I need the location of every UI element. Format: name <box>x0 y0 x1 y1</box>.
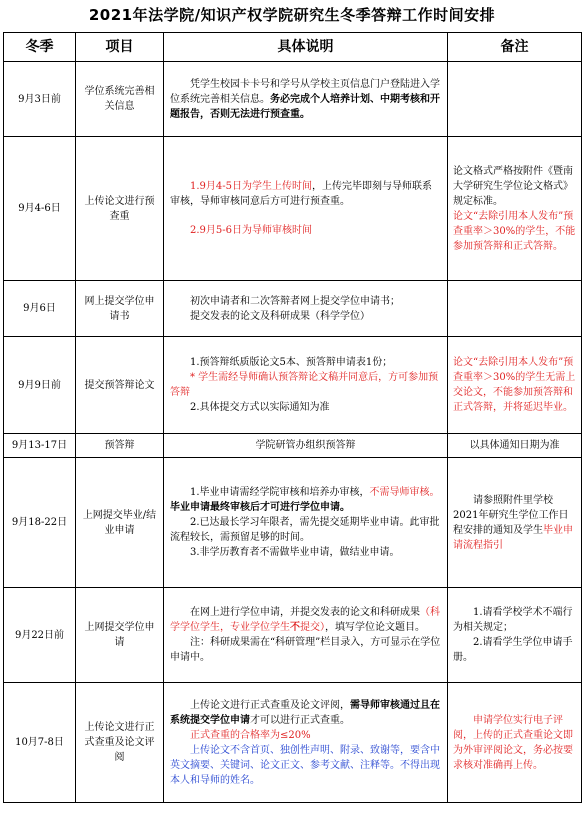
note-red-text: 毕业申请流程指引 <box>453 524 573 551</box>
desc-text: 注：科研成果需在“科研管理”栏目录入，方可显示在学位申请中。 <box>170 637 441 663</box>
header-season: 冬季 <box>4 33 76 62</box>
row-date: 10月7-8日 <box>4 683 76 803</box>
table-row <box>4 434 582 458</box>
header-row <box>4 33 582 62</box>
row-date: 9月18-22日 <box>4 458 76 588</box>
header-item: 项目 <box>76 33 164 62</box>
desc-text: 1.毕业申请需经学院审核和培养办审核， <box>190 487 370 498</box>
table-row <box>4 281 582 337</box>
desc-red-bold-text: 不 <box>290 622 300 633</box>
row-note <box>448 588 582 683</box>
desc-text: 才可以进行正式查重。 <box>250 714 350 726</box>
desc-red-text: 2.9月5-6日为导师审核时间 <box>190 225 313 236</box>
row-desc: 学院研管办组织预答辩 <box>164 434 448 458</box>
row-desc <box>164 337 448 434</box>
row-item: 学位系统完善相关信息 <box>76 62 164 137</box>
row-item: 上传论文进行正式查重及论文评阅 <box>76 683 164 803</box>
row-item: 提交预答辩论文 <box>76 337 164 434</box>
desc-text: 提交发表的论文及科研成果（科学学位） <box>190 310 370 322</box>
row-desc <box>164 458 448 588</box>
desc-text: 上传论文进行正式查重及论文评阅， <box>190 699 350 711</box>
schedule-table <box>3 32 582 803</box>
desc-text: 1.预答辩纸质版论文5本、预答辩申请表1份； <box>190 357 393 368</box>
note-red-text: 论文“去除引用本人发布”预查重率＞30%的学生无需上交论文，不能参加预答辩和正式答辩，并将延迟毕业。 <box>453 357 576 413</box>
row-note <box>448 337 582 434</box>
table-row <box>4 588 582 683</box>
note-text: 请参照附件里学校2021年研究生学位工作日程安排的通知及学生 <box>453 494 569 536</box>
desc-text: ，上传完毕即刻与导师联系审核，导师审核同意后方可进行预查重。 <box>170 181 433 207</box>
table-row <box>4 458 582 588</box>
note-red-text: 申请学位实行电子评阅，上传的正式查重论文即为外审评阅论文，务必按要求核对准确再上传。 <box>453 714 573 771</box>
note-text: 1.请看学校学术不端行为相关规定； <box>453 607 573 633</box>
row-date: 9月22日前 <box>4 588 76 683</box>
desc-blue-text: 上传论文不含首页、独创性声明、附录、致谢等，要含中英文摘要、关键词、论文正文、参考文献、注释等。不得出现本人和导师的姓名。 <box>170 744 440 786</box>
header-note: 备注 <box>448 33 582 62</box>
row-item: 上传论文进行预查重 <box>76 137 164 281</box>
row-note <box>448 62 582 137</box>
table-row <box>4 137 582 281</box>
row-desc <box>164 588 448 683</box>
desc-text: ，填写学位论文题目。 <box>325 622 425 633</box>
row-item: 预答辩 <box>76 434 164 458</box>
row-note <box>448 137 582 281</box>
desc-text: 2.具体提交方式以实际通知为准 <box>190 402 330 413</box>
row-date: 9月6日 <box>4 281 76 337</box>
note-text: 2.请看学生学位申请手册。 <box>453 637 573 663</box>
document-title: 2021年法学院/知识产权学院研究生冬季答辩工作时间安排 <box>88 6 496 24</box>
row-date: 9月13-17日 <box>4 434 76 458</box>
desc-red-text: * 学生需经导师确认预答辩论文稿并同意后，方可参加预答辩 <box>170 372 439 398</box>
header-desc: 具体说明 <box>164 33 448 62</box>
note-text: 论文格式严格按附件《暨南大学研究生学位论文格式》规定标准。 <box>453 165 573 207</box>
row-item: 上网提交学位申请 <box>76 588 164 683</box>
desc-bold-text: 需导师审核通过且在系统提交学位申请 <box>170 699 440 726</box>
desc-text: 凭学生校园卡卡号和学号从学校主页信息门户登陆进入学位系统完善相关信息。 <box>170 78 440 105</box>
desc-red-text: （科学学位学生，专业学位学生 <box>170 607 440 633</box>
desc-text: 初次申请者和二次答辩者网上提交学位申请书； <box>190 295 400 307</box>
desc-bold-text: 毕业申请最终审核后才可进行学位申请。 <box>170 502 350 513</box>
row-note: 以具体通知日期为准 <box>448 434 582 458</box>
row-item: 上网提交毕业/结业申请 <box>76 458 164 588</box>
row-note <box>448 281 582 337</box>
desc-red-text: 正式查重的合格率为≤20% <box>190 729 311 741</box>
row-desc <box>164 62 448 137</box>
row-desc <box>164 137 448 281</box>
table-row <box>4 683 582 803</box>
desc-text: 在网上进行学位申请，并提交发表的论文和科研成果 <box>190 607 420 618</box>
row-item: 网上提交学位申请书 <box>76 281 164 337</box>
row-desc <box>164 683 448 803</box>
desc-red-text: 不需导师审核。 <box>369 487 440 498</box>
desc-text: 3.非学历教育者不需做毕业申请，做结业申请。 <box>190 547 400 558</box>
row-note <box>448 683 582 803</box>
row-note <box>448 458 582 588</box>
row-date: 9月3日前 <box>4 62 76 137</box>
desc-red-text: 1.9月4-5日为学生上传时间 <box>190 181 313 192</box>
row-desc <box>164 281 448 337</box>
table-row <box>4 337 582 434</box>
note-red-text: 论文“去除引用本人发布”预查重率＞30%的学生，不能参加预答辩和正式答辩。 <box>453 210 576 252</box>
row-date: 9月9日前 <box>4 337 76 434</box>
row-date: 9月4-6日 <box>4 137 76 281</box>
desc-red-text: 提交） <box>300 622 325 633</box>
desc-bold-text: 务必完成个人培养计划、中期考核和开题报告，否则无法进行预查重。 <box>170 93 440 120</box>
desc-text: 2.已达最长学习年限者，需先提交延期毕业申请。此审批流程较长，需预留足够的时间。 <box>170 517 440 543</box>
table-row <box>4 62 582 137</box>
